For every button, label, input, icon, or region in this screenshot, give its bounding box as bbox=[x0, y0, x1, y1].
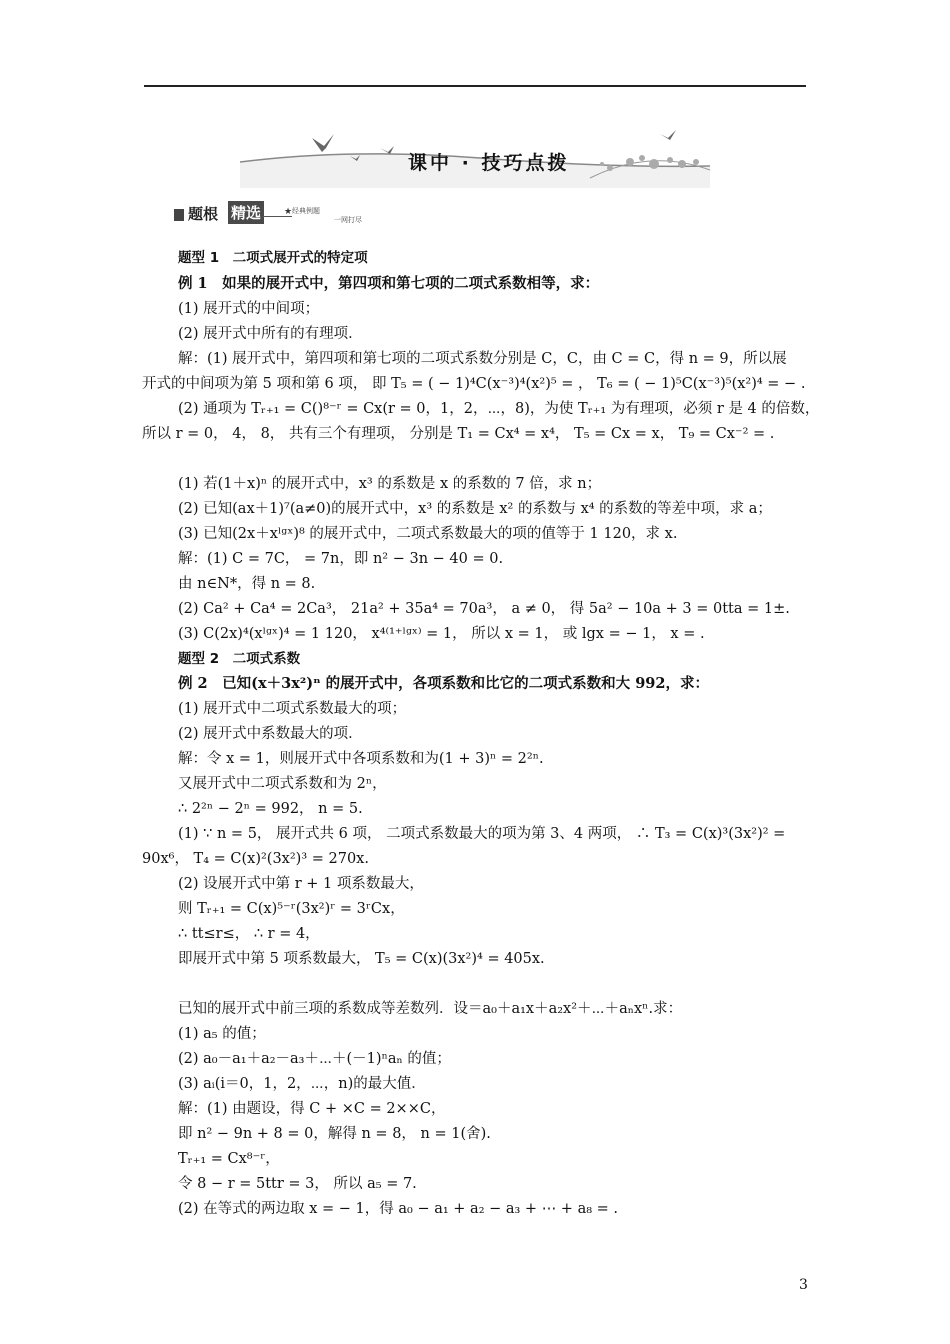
text-line: (2) 在等式的两边取 x = − 1，得 a₀ − a₁ + a₂ − a₃ + ⋯ + a₈ = . bbox=[178, 1201, 618, 1217]
text-line: (2) 已知(ax＋1)⁷(a≠0)的展开式中，x³ 的系数是 x² 的系数与 x⁴ 的系数的等差中项，求 a； bbox=[178, 501, 772, 517]
text-line: 则 Tᵣ₊₁ = C(x)⁵⁻ʳ(3x²)ʳ = 3ʳCx， bbox=[178, 901, 405, 917]
text-line: (2) 展开式中所有的有理项． bbox=[178, 326, 363, 342]
text-line: (2) Ca² + Ca⁴ = 2Ca³， 21a² + 35a⁴ = 70a³， a ≠ 0， 得 5a² − 10a + 3 = 0tta = 1±. bbox=[178, 601, 790, 617]
tag-small-b: 一网打尽 bbox=[334, 216, 362, 224]
tag-text-b: 精选 bbox=[228, 201, 264, 224]
text-line: (1) a₅ 的值； bbox=[178, 1026, 266, 1042]
text-line: (3) aᵢ(i＝0，1，2，⋯，n)的最大值． bbox=[178, 1076, 426, 1092]
section-heading: 题型 1 二项式展开式的特定项 bbox=[178, 250, 368, 266]
text-line: ∴ 2²ⁿ − 2ⁿ = 992， n = 5. bbox=[178, 801, 363, 817]
text-line: 即展开式中第 5 项系数最大， T₅ = C(x)(3x²)⁴ = 405x. bbox=[178, 951, 545, 967]
page-number: 3 bbox=[799, 1277, 808, 1293]
text-line: (2) 展开式中系数最大的项． bbox=[178, 726, 363, 742]
text-line: 解：令 x = 1，则展开式中各项系数和为(1 + 3)ⁿ = 2²ⁿ. bbox=[178, 751, 544, 767]
tag-text-a: 题根 bbox=[188, 205, 219, 223]
section-tag bbox=[174, 201, 374, 225]
tag-small-a: 经典例题 bbox=[292, 207, 320, 215]
text-line: 已知的展开式中前三项的系数成等差数列．设＝a₀＋a₁x＋a₂x²＋⋯＋aₙxⁿ.求： bbox=[178, 1001, 683, 1017]
section-heading: 题型 2 二项式系数 bbox=[178, 651, 301, 667]
text-line: 解：(1) 由题设，得 C + ×C = 2××C， bbox=[178, 1101, 446, 1117]
banner-title: 课中 · 技巧点拨 bbox=[408, 152, 570, 174]
text-line: 90x⁶， T₄ = C(x)²(3x²)³ = 270x. bbox=[142, 851, 369, 867]
star-icon: ★ bbox=[284, 207, 293, 217]
text-line: (2) a₀－a₁＋a₂－a₃＋⋯＋(－1)ⁿaₙ 的值； bbox=[178, 1051, 451, 1067]
text-line: (2) 设展开式中第 r + 1 项系数最大， bbox=[178, 876, 424, 892]
text-line: 开式的中间项为第 5 项和第 6 项， 即 T₅ = ( − 1)⁴C(x⁻³)⁴(x²)⁵ = ， T₆ = ( − 1)⁵C(x⁻³)⁵(x²)⁴ = − . bbox=[142, 376, 806, 392]
text-line: (1) 展开式的中间项； bbox=[178, 301, 320, 317]
tag-square-icon bbox=[174, 209, 184, 221]
text-line: ∴ tt≤r≤， ∴ r = 4， bbox=[178, 926, 320, 942]
text-line: 解：(1) 展开式中，第四项和第七项的二项式系数分别是 C，C，由 C = C，得 n = 9，所以展 bbox=[178, 351, 787, 367]
text-line: 又展开式中二项式系数和为 2ⁿ， bbox=[178, 776, 387, 792]
text-line: Tᵣ₊₁ = Cx⁸⁻ʳ， bbox=[178, 1151, 280, 1167]
text-line: (1) 若(1＋x)ⁿ 的展开式中，x³ 的系数是 x 的系数的 7 倍，求 n； bbox=[178, 476, 602, 492]
text-line: 由 n∈N*，得 n = 8. bbox=[178, 576, 316, 592]
text-line: 所以 r = 0， 4， 8， 共有三个有理项， 分别是 T₁ = Cx⁴ = x⁴， T₅ = Cx = x， T₉ = Cx⁻² = . bbox=[142, 426, 775, 442]
text-line: 即 n² − 9n + 8 = 0，解得 n = 8， n = 1(舍). bbox=[178, 1126, 491, 1142]
example-heading: 例 2 已知(x＋3x²)ⁿ 的展开式中，各项系数和比它的二项式系数和大 992，求： bbox=[178, 675, 709, 692]
text-line: (3) C(2x)⁴(xˡᵍˣ)⁴ = 1 120， x⁴⁽¹⁺ˡᵍˣ⁾ = 1， 所以 x = 1， 或 lgx = − 1， x = . bbox=[178, 626, 705, 642]
text-line: (1) 展开式中二项式系数最大的项； bbox=[178, 701, 407, 717]
text-line: (1) ∵ n = 5， 展开式共 6 项， 二项式系数最大的项为第 3、4 两项， ∴ T₃ = C(x)³(3x²)² = bbox=[178, 826, 786, 842]
example-heading: 例 1 如果的展开式中，第四项和第七项的二项式系数相等，求： bbox=[178, 275, 600, 292]
text-line: (3) 已知(2x＋xˡᵍˣ)⁸ 的展开式中，二项式系数最大的项的值等于 1 120，求 x. bbox=[178, 526, 678, 542]
text-line: 解：(1) C = 7C， = 7n，即 n² − 3n − 40 = 0. bbox=[178, 551, 504, 567]
text-line: 令 8 − r = 5ttr = 3， 所以 a₅ = 7. bbox=[178, 1176, 417, 1192]
text-line: (2) 通项为 Tᵣ₊₁ = C()⁸⁻ʳ = Cx(r = 0，1，2，⋯，8)，为使 Tᵣ₊₁ 为有理项，必须 r 是 4 的倍数， bbox=[178, 401, 820, 417]
top-rule bbox=[144, 85, 806, 87]
